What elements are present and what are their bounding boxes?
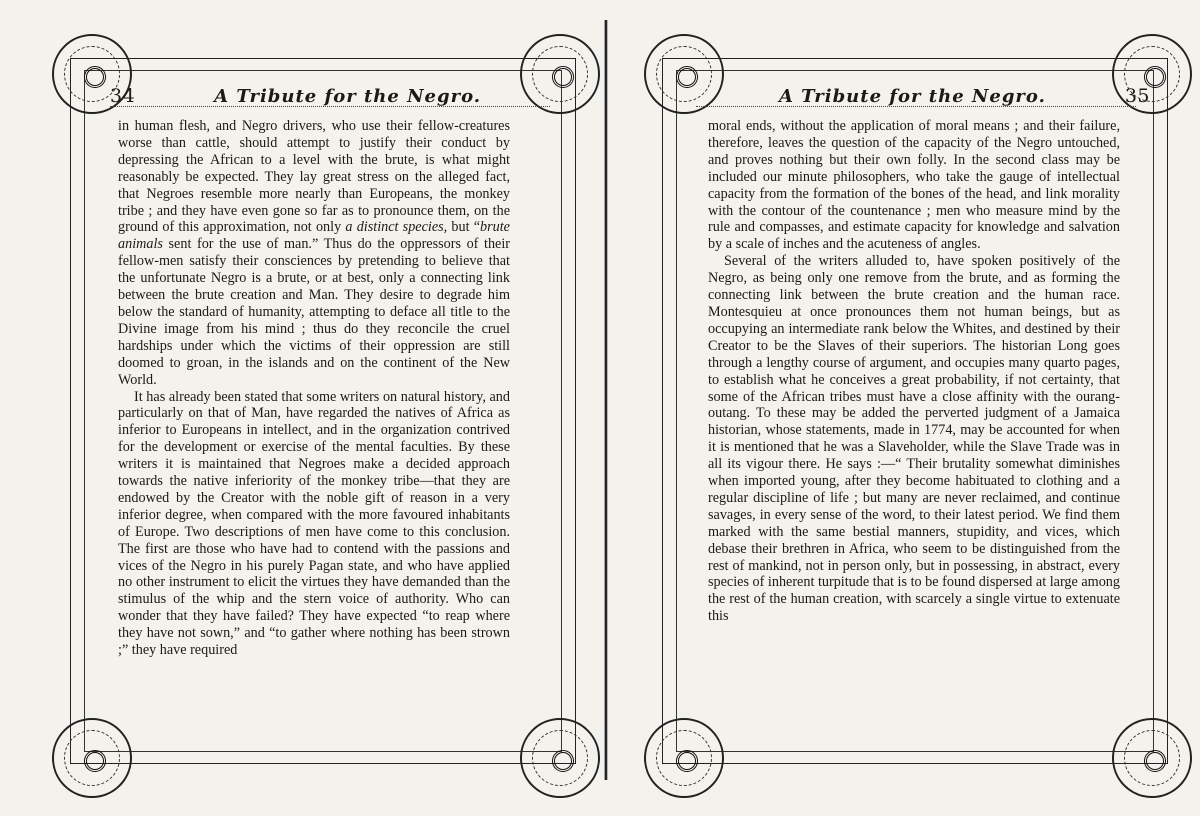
body-text — [118, 118, 510, 659]
paragraph-text: but “ — [447, 219, 481, 236]
corner-ornament-icon — [52, 718, 132, 798]
paragraph — [708, 118, 1120, 253]
header-rule — [110, 106, 550, 111]
running-title: A Tribute for the Negro. — [778, 85, 1046, 107]
italic-text: a distinct species, — [345, 219, 448, 236]
corner-ornament-icon — [1112, 718, 1192, 798]
book-gutter — [604, 20, 608, 780]
header-rule — [696, 106, 1136, 111]
paragraph-text: moral ends, without the application of moral means ; and their failure, therefore, leaves the question of the capacity of the Negro untouched, and proves nothing but their own folly. In the second class may be included our minute philosophers, who take the gauge of intellectual capacity from the formation of the bones of the head, and link morality with the contour of the countenance ; men who measure mind by the rule and compasses, and estimate capacity for knowledge and salvation by a scale of inches and the acuteness of angles. — [708, 118, 1120, 253]
paragraph-text: sent for the use of man.” Thus do the oppressors of their fellow-men satisfy their consciences by pretending to believe that the unfortunate Negro is a brute, or at best, only a connecting link between the brute creation and Man. They desire to degrade him below the standard of humanity, attempting to deface all title to the Divine image from his mind ; thus do they reconcile the cruel hardships under which the victims of their oppression are still doomed to groan, in the islands and on the continent of the New World. — [118, 236, 510, 388]
page-number: 34 — [110, 85, 136, 107]
right-page — [640, 0, 1200, 816]
left-page — [40, 0, 600, 816]
paragraph-text: Several of the writers alluded to, have spoken positively of the Negro, as being only one remove from the brute, and as forming the connecting link between the brute creation and the human race. Montesquieu at once pronounces them not human beings, but as occupying an intermediate rank below the Whites, and destined by their Creator to be the Slaves of their superiors. The historian Long goes through a lengthy course of argument, and occupies many quarto pages, to establish what he conceives a great probability, if not certainty, that some of the African tribes must have a close affinity with the ourang-outang. To these may be added the perverted judgment of a Jamaica historian, whose statements, made in 1774, may be accounted for when it is mentioned that he was a Slaveholder, while the Slave Trade was in all its vigour there. He says :—“ Their brutality somewhat diminishes when imported young, after they become habituated to clothing and a regular discipline of life ; but many are never reclaimed, and continue savages, in every sense of the word, to their latest period. We find them marked with the same bestial manners, stupidity, and vices, which debase their brethren in Africa, who seem to be distinguished from the rest of mankind, not in person only, but in possessing, in abstract, every species of inherent turpitude that is to be found dispersed at large among the rest of the human creation, with scarcely a single virtue to extenuate this — [708, 253, 1120, 625]
body-text — [708, 118, 1120, 625]
italic-text: brute animals — [118, 219, 510, 253]
paragraph — [708, 253, 1120, 625]
page-number: 35 — [1124, 85, 1150, 107]
paragraph-text: in human flesh, and Negro drivers, who use their fellow-creatures worse than cattle, should attempt to justify their conduct by depressing the African to a level with the brute, is what might reasonably be expected. They lay great stress on the alleged fact, that Negroes resemble more nearly than Europeans, the monkey tribe ; and they have even gone so far as to pronounce them, on the ground of this approximation, not only — [118, 118, 510, 236]
corner-ornament-icon — [644, 718, 724, 798]
paragraph-text: It has already been stated that some writers on natural history, and particularly on that of Man, have regarded the natives of Africa as inferior to Europeans in intellect, and in the organization contrived for the development or exercise of the mental faculties. By these writers it is maintained that Negroes make a decided approach towards the native inferiority of the monkey tribe—that they are endowed by the Creator with the noble gift of reason in a very inferior degree, when compared with the more favoured inhabitants of Europe. Two descriptions of men have come to this conclusion. The first are those who have had to contend with the passions and vices of the Negro in his purely Pagan state, and who have applied no other instrument to elicit the virtues they have demanded than the stimulus of the whip and the stern voice of authority. Who can wonder that they have failed? They have expected “to reap where they have not sown,” and “to gather where nothing has been strown ;” they have required — [118, 388, 510, 659]
paragraph — [118, 389, 510, 660]
paragraph — [118, 118, 510, 389]
running-title: A Tribute for the Negro. — [214, 85, 482, 107]
corner-ornament-icon — [520, 718, 600, 798]
